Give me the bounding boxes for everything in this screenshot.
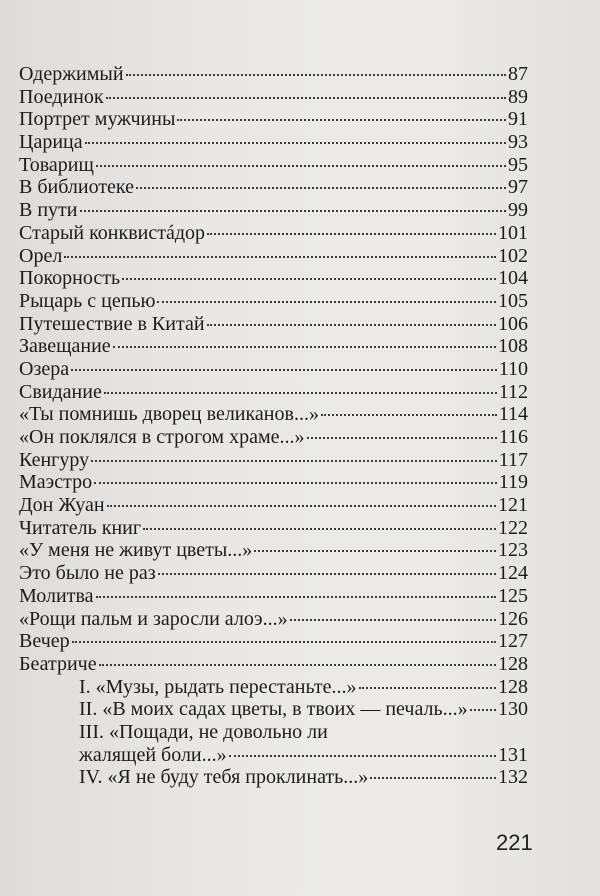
- toc-subentry-title: жалящей боли...»: [79, 743, 227, 766]
- toc-subentry-title: II. «В моих садах цветы, в твоих — печаль...»: [79, 698, 468, 721]
- toc-subentry-continuation: [19, 744, 528, 767]
- toc-entry-page: 114: [498, 403, 528, 426]
- toc-entry-page: 89: [508, 85, 528, 108]
- toc-entry-title: В библиотеке: [19, 176, 135, 199]
- toc-entry-title: Маэстро: [19, 471, 93, 494]
- toc-entry-page: 125: [498, 584, 528, 607]
- dot-leader: [107, 505, 496, 507]
- toc-entry: [19, 108, 528, 131]
- toc-entry: [19, 608, 528, 631]
- dot-leader: [126, 74, 506, 76]
- toc-entry-page: 116: [498, 426, 528, 448]
- toc-entry: [19, 562, 528, 585]
- toc-entry-title: «Рощи пальм и заросли алоэ...»: [19, 607, 288, 630]
- toc-entry: [19, 517, 528, 540]
- toc-entry-page: 127: [498, 630, 528, 653]
- toc-entry: [19, 403, 528, 426]
- toc-entry-title: Завещание: [19, 335, 111, 358]
- dot-leader: [122, 278, 496, 280]
- toc-entry-title: Поединок: [19, 85, 104, 108]
- toc-entry: [19, 653, 528, 676]
- dot-leader: [96, 165, 506, 167]
- toc-entry: [19, 222, 528, 245]
- toc-entry-page: 91: [508, 108, 528, 131]
- toc-entry: [19, 630, 528, 653]
- toc-entry-title: Беатриче: [19, 652, 97, 675]
- toc-entry: [19, 539, 528, 562]
- toc-subentry: [19, 766, 528, 789]
- toc-subentry-title: IV. «Я не буду тебя проклинать...»: [79, 766, 369, 789]
- dot-leader: [64, 256, 496, 258]
- toc-entry-page: 104: [498, 267, 528, 290]
- toc-entry-title: Кенгуру: [19, 448, 90, 471]
- toc-subentry: [19, 676, 528, 699]
- dot-leader: [290, 619, 496, 621]
- dot-leader: [80, 210, 507, 212]
- toc-entry-title: В пути: [19, 199, 78, 222]
- toc-entry-page: 126: [498, 607, 528, 630]
- dot-leader: [359, 687, 497, 689]
- table-of-contents: [19, 63, 528, 789]
- toc-entry-title: Рыцарь с цепью: [19, 289, 156, 312]
- dot-leader: [113, 346, 496, 348]
- dot-leader: [99, 664, 496, 666]
- toc-entry-title: Путешествие в Китай: [19, 312, 205, 335]
- toc-entry-title: «У меня не живут цветы...»: [19, 539, 253, 562]
- toc-entry: [19, 358, 528, 381]
- dot-leader: [143, 528, 496, 530]
- toc-entry: [19, 176, 528, 199]
- toc-entry-page: 97: [508, 176, 528, 199]
- toc-entry: [19, 381, 528, 404]
- dot-leader: [177, 119, 506, 121]
- toc-entry-page: 110: [498, 357, 528, 380]
- toc-entry-page: 128: [498, 652, 528, 675]
- toc-entry-title: Царица: [19, 131, 83, 154]
- toc-entry: [19, 335, 528, 358]
- toc-entry-page: 124: [498, 562, 528, 585]
- toc-entry: [19, 585, 528, 608]
- dot-leader: [72, 641, 496, 643]
- toc-entry-page: 95: [508, 153, 528, 176]
- toc-entry: [19, 426, 528, 449]
- toc-entry-title: Товарищ: [19, 153, 94, 176]
- dot-leader: [207, 233, 496, 235]
- toc-entry-title: Покорность: [19, 267, 121, 290]
- dot-leader: [207, 324, 496, 326]
- dot-leader: [91, 460, 497, 462]
- toc-entry-page: 112: [498, 380, 528, 403]
- dot-leader: [470, 709, 496, 711]
- dot-leader: [158, 573, 496, 575]
- toc-entry-title: Старый конквистáдор: [19, 221, 206, 244]
- toc-entry-page: 119: [498, 471, 528, 494]
- toc-subentry-page: 128: [498, 675, 528, 698]
- dot-leader: [96, 596, 496, 598]
- toc-subentry: [19, 698, 528, 721]
- toc-subentry-title: III. «Пощади, не довольно ли: [79, 720, 328, 743]
- page-number: 221: [496, 830, 533, 855]
- toc-entry-page: 105: [498, 289, 528, 312]
- dot-leader: [71, 369, 497, 371]
- toc-subentry-page: 132: [498, 766, 528, 789]
- toc-entry: [19, 449, 528, 472]
- toc-entry-page: 102: [498, 244, 528, 267]
- toc-entry-title: Одержимый: [19, 63, 124, 85]
- toc-entry-page: 121: [498, 494, 528, 517]
- toc-entry-title: Это было не раз: [19, 562, 156, 585]
- dot-leader: [104, 392, 497, 394]
- toc-entry: [19, 494, 528, 517]
- toc-entry-title: Вечер: [19, 630, 70, 653]
- toc-entry-title: «Ты помнишь дворец великанов...»: [19, 403, 319, 426]
- dot-leader: [370, 777, 496, 779]
- toc-entry-title: «Он поклялся в строгом храме...»: [19, 426, 305, 448]
- dot-leader: [94, 482, 497, 484]
- toc-subentry-title: I. «Музы, рыдать перестаньте...»: [79, 675, 357, 698]
- toc-entry: [19, 267, 528, 290]
- dot-leader: [254, 550, 496, 552]
- toc-entry-page: 101: [498, 221, 528, 244]
- dot-leader: [307, 437, 497, 439]
- toc-entry: [19, 63, 528, 86]
- toc-entry-title: Свидание: [19, 380, 102, 403]
- dot-leader: [136, 187, 506, 189]
- toc-entry-page: 108: [498, 335, 528, 358]
- toc-entry-title: Читатель книг: [19, 516, 142, 539]
- toc-entry-page: 117: [498, 448, 528, 471]
- toc-entry-title: Молитва: [19, 584, 94, 607]
- toc-entry: [19, 131, 528, 154]
- toc-entry-page: 122: [498, 516, 528, 539]
- toc-subentry: [19, 721, 528, 744]
- dot-leader: [321, 414, 497, 416]
- dot-leader: [229, 755, 496, 757]
- toc-entry-page: 87: [508, 63, 528, 85]
- toc-entry: [19, 245, 528, 268]
- toc-entry-title: Озера: [19, 357, 70, 380]
- toc-entry-title: Орел: [19, 244, 63, 267]
- toc-entry-page: 99: [508, 199, 528, 222]
- dot-leader: [106, 97, 506, 99]
- toc-entry-title: Портрет мужчины: [19, 108, 176, 131]
- toc-entry-title: Дон Жуан: [19, 494, 105, 517]
- dot-leader: [157, 301, 496, 303]
- toc-subentry-page: 131: [498, 743, 528, 766]
- toc-entry-page: 106: [498, 312, 528, 335]
- toc-entry-page: 123: [498, 539, 528, 562]
- toc-entry: [19, 86, 528, 109]
- toc-entry: [19, 154, 528, 177]
- dot-leader: [85, 142, 506, 144]
- toc-entry: [19, 313, 528, 336]
- toc-entry: [19, 471, 528, 494]
- toc-subentry-page: 130: [498, 698, 528, 721]
- toc-entry-page: 93: [508, 131, 528, 154]
- toc-entry: [19, 290, 528, 313]
- toc-entry: [19, 199, 528, 222]
